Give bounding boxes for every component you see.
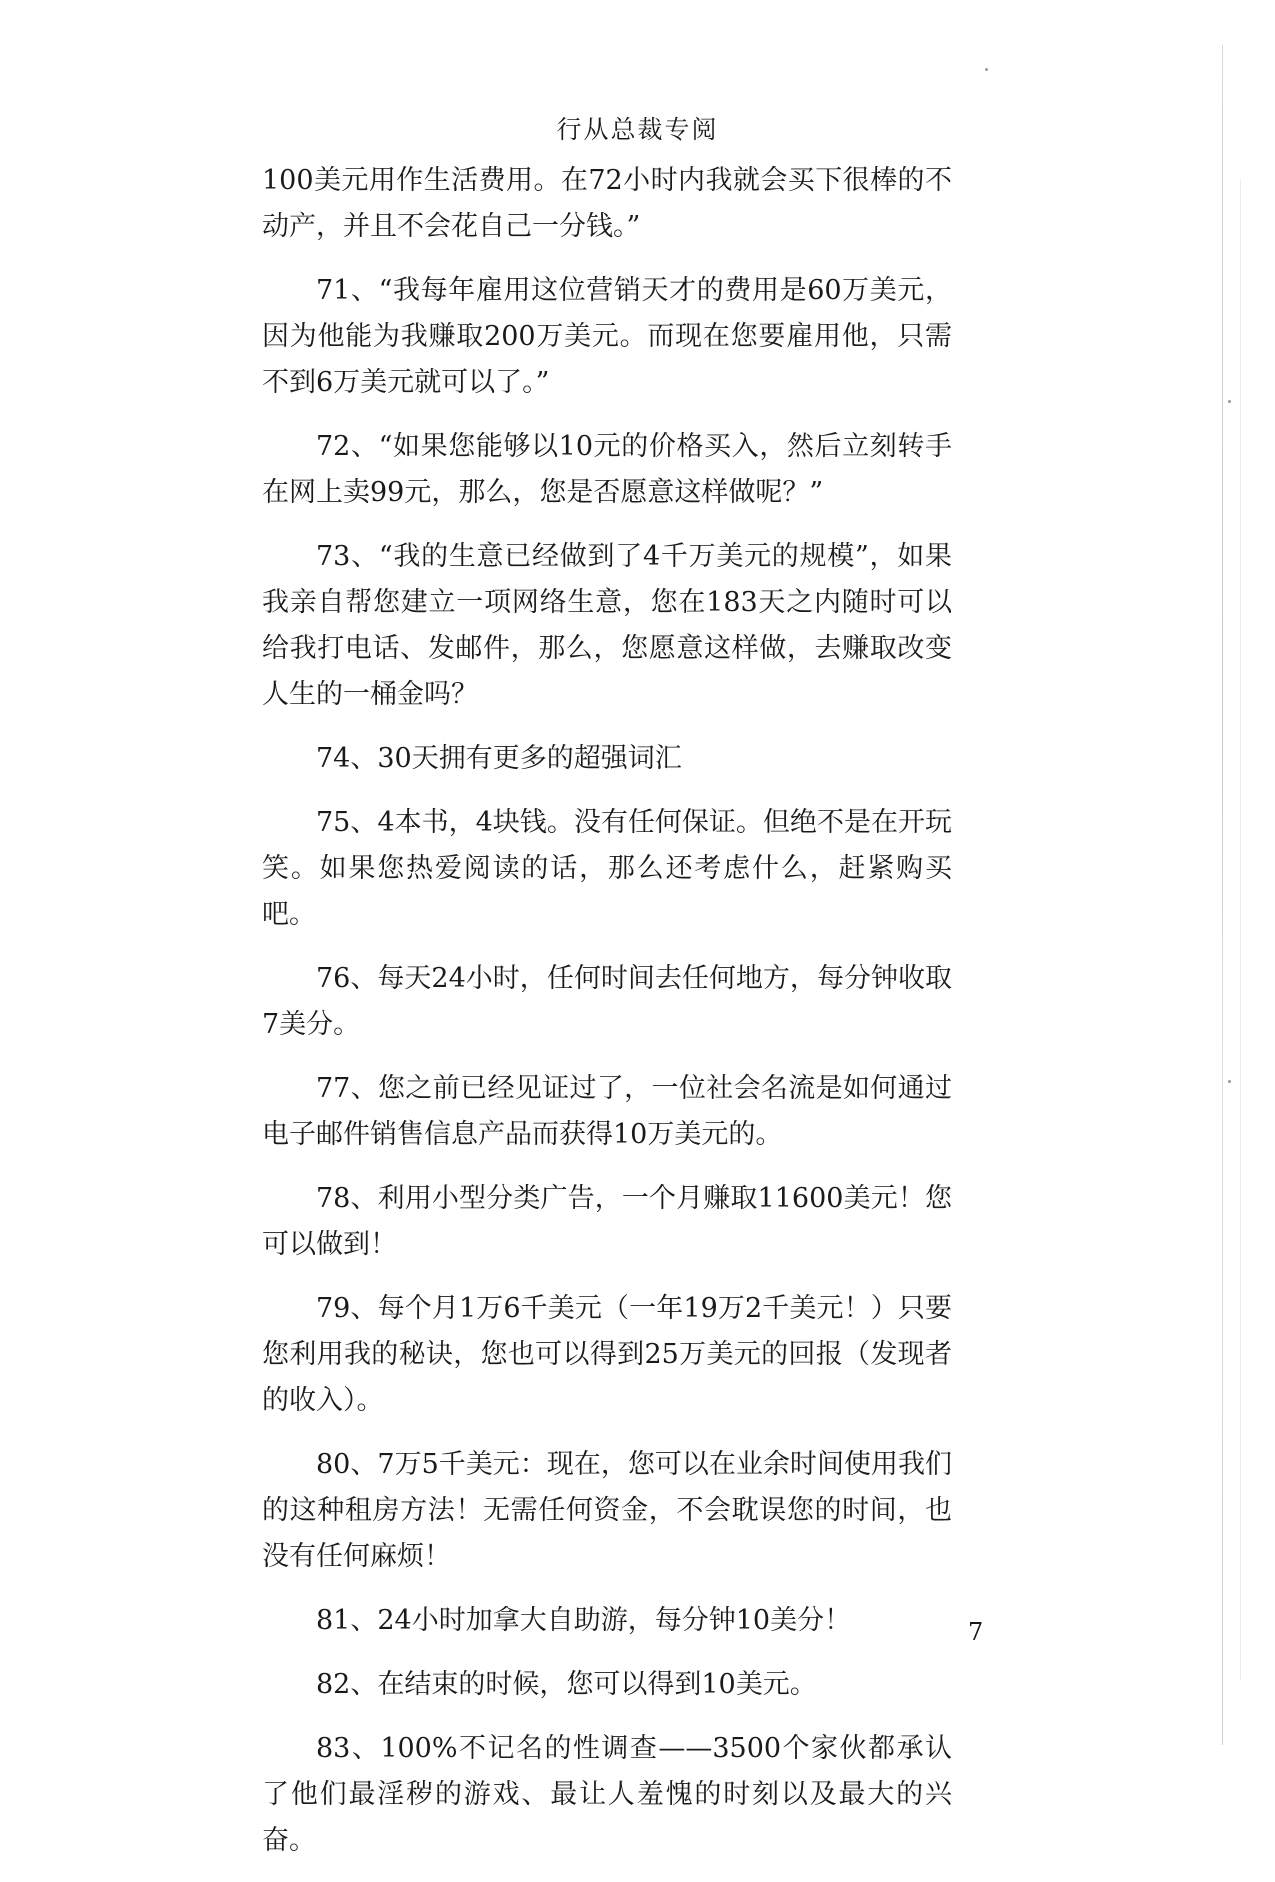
scan-speck (1228, 1080, 1231, 1083)
page-number: 7 (968, 1618, 984, 1646)
scan-speck (1228, 400, 1231, 403)
paragraph: 75、4本书，4块钱。没有任何保证。但绝不是在开玩笑。如果您热爱阅读的话，那么还考虑什么，赶紧购买吧。 (262, 807, 952, 930)
paragraph: 80、7万5千美元：现在，您可以在业余时间使用我们的这种租房方法！无需任何资金，不会耽误您的时间，也没有任何麻烦！ (262, 1449, 952, 1572)
paragraph: 79、每个月1万6千美元（一年19万2千美元！）只要您利用我的秘诀，您也可以得到25万美元的回报（发现者的收入）。 (262, 1293, 952, 1416)
paragraph: 77、您之前已经见证过了，一位社会名流是如何通过电子邮件销售信息产品而获得10万美元的。 (262, 1073, 952, 1150)
body-text (262, 158, 952, 1882)
scan-edge-line (1222, 45, 1223, 1745)
paragraph: 71、“我每年雇用这位营销天才的费用是60万美元，因为他能为我赚取200万美元。而现在您要雇用他，只需不到6万美元就可以了。” (262, 275, 952, 398)
paragraph: 83、100%不记名的性调查——3500个家伙都承认了他们最淫秽的游戏、最让人羞愧的时刻以及最大的兴奋。 (262, 1733, 952, 1856)
paragraph: 82、在结束的时候，您可以得到10美元。 (316, 1669, 817, 1700)
paragraph: 100美元用作生活费用。在72小时内我就会买下很棒的不动产，并且不会花自己一分钱。” (262, 165, 952, 242)
scan-edge-line-faint (1240, 180, 1241, 1680)
paragraph: 81、24小时加拿大自助游，每分钟10美分！ (316, 1605, 852, 1636)
paragraph: 76、每天24小时，任何时间去任何地方，每分钟收取7美分。 (262, 963, 952, 1040)
paragraph: 78、利用小型分类广告，一个月赚取11600美元！您可以做到！ (262, 1183, 952, 1260)
scan-speck (985, 68, 988, 71)
paragraph: 72、“如果您能够以10元的价格买入，然后立刻转手在网上卖99元，那么，您是否愿意这样做呢？” (262, 431, 952, 508)
paragraph: 74、30天拥有更多的超强词汇 (316, 743, 682, 774)
paragraph: 73、“我的生意已经做到了4千万美元的规模”，如果我亲自帮您建立一项网络生意，您在183天之内随时可以给我打电话、发邮件，那么，您愿意这样做，去赚取改变人生的一桶金吗？ (262, 541, 952, 710)
page-header: 行从总裁专阅 (556, 115, 719, 144)
